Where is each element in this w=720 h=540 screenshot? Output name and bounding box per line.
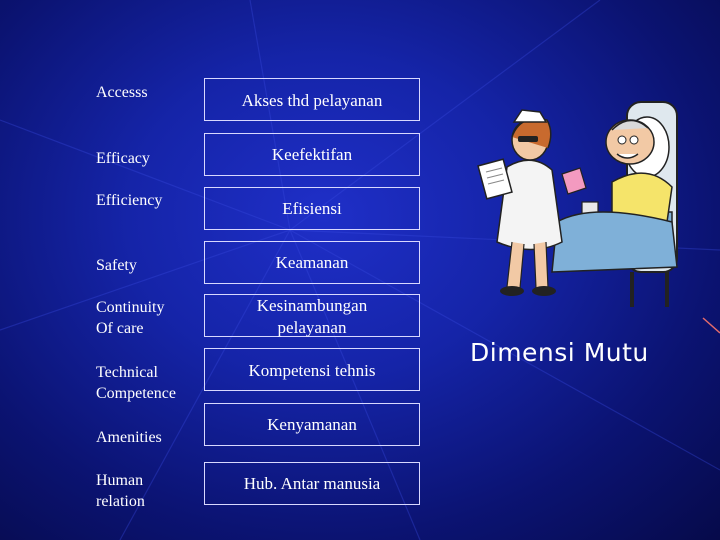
- box-kompetensi: Kompetensi tehnis: [204, 348, 420, 391]
- box-kenyamanan: Kenyamanan: [204, 403, 420, 446]
- nurse-patient-illustration: [462, 92, 692, 322]
- label-amenities: Amenities: [96, 429, 162, 446]
- box-efisiensi: Efisiensi: [204, 187, 420, 230]
- slide-title: Dimensi Mutu: [470, 338, 649, 367]
- label-access: Accesss: [96, 84, 148, 101]
- label-human-relation: Human relation: [96, 472, 145, 510]
- box-kesinambungan: Kesinambungan pelayanan: [204, 294, 420, 337]
- label-efficiency: Efficiency: [96, 192, 163, 209]
- label-continuity: Continuity Of care: [96, 299, 165, 337]
- box-keefektifan: Keefektifan: [204, 133, 420, 176]
- label-efficacy: Efficacy: [96, 150, 150, 167]
- box-hub-antar-manusia: Hub. Antar manusia: [204, 462, 420, 505]
- box-akses: Akses thd pelayanan: [204, 78, 420, 121]
- label-safety: Safety: [96, 257, 137, 274]
- label-technical-competence: Technical Competence: [96, 364, 176, 402]
- box-keamanan: Keamanan: [204, 241, 420, 284]
